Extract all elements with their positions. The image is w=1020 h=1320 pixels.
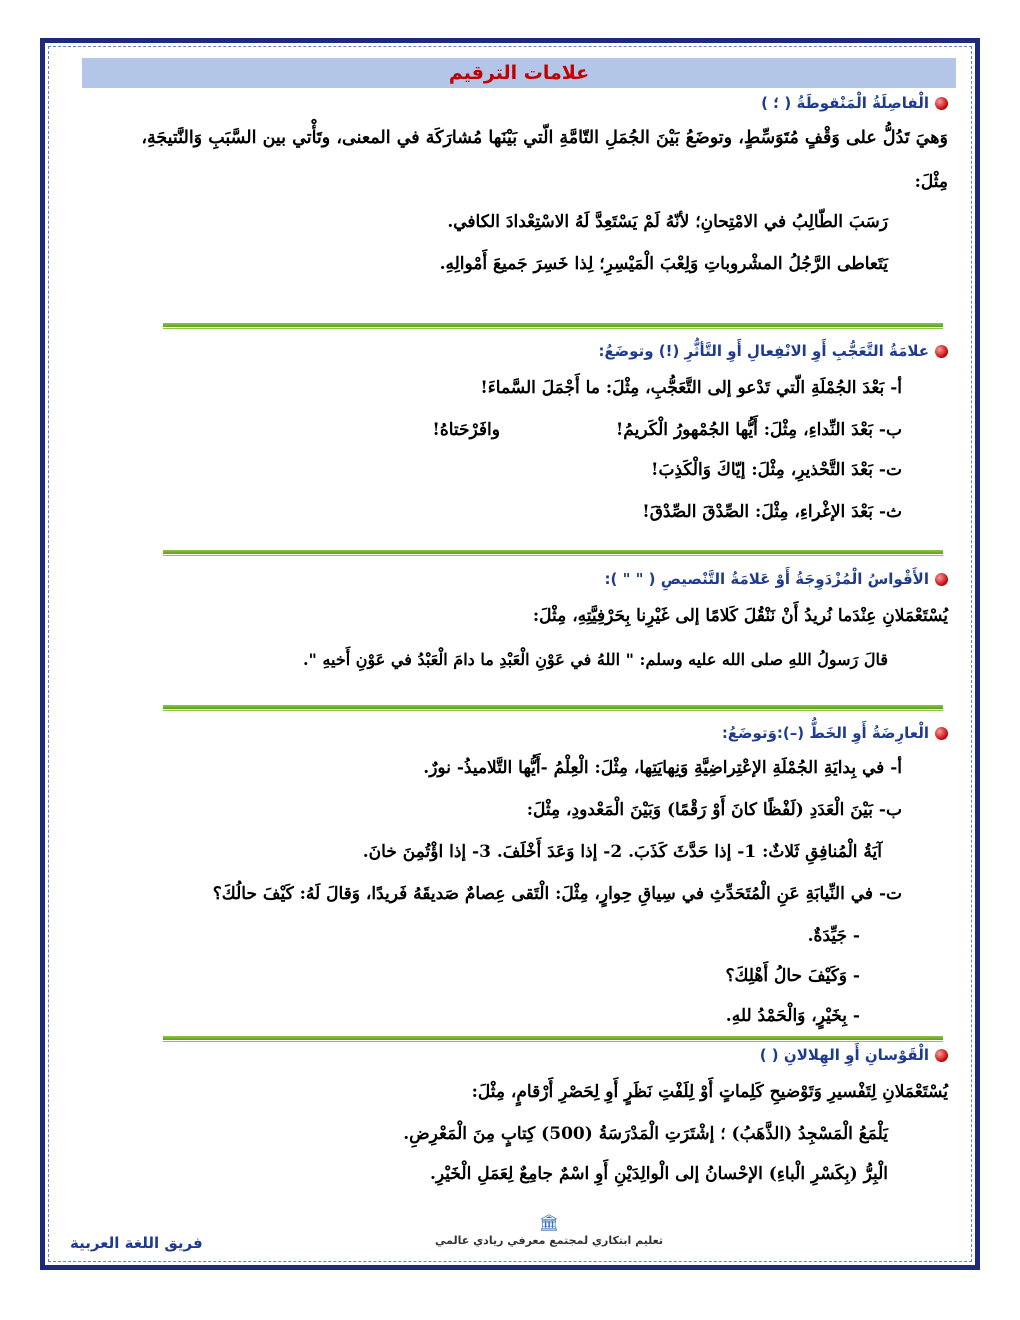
page-title: علامات الترقيم xyxy=(448,62,590,84)
list-item: ت- بَعْدَ التَّحْذيرِ، مِثْلَ: إيّاكَ وَالْكَذِبَ! xyxy=(651,460,902,480)
footer-team: فريق اللغة العربية xyxy=(70,1234,203,1252)
footer-slogan: تعليم ابتكاري لمجتمع معرفي ريادي عالمي xyxy=(434,1234,664,1247)
footer-logo xyxy=(424,1212,674,1258)
heading-text: علامَةُ التَّعَجُّبِ أَوِ الانْفِعالِ أَوِ التَّأثُّرِ (!) وتوضَعُ: xyxy=(598,342,929,360)
paragraph: مِثْلَ: xyxy=(914,172,948,192)
section-heading-parentheses xyxy=(760,1046,948,1064)
paragraph: يُسْتَعْمَلانِ لِتَفْسيرِ وَتَوْضيحِ كَلِماتٍ أَوْ لِلَفْتِ نَظَرٍ أَوِ لِحَصْرِ أَرْقامٍ، مِثْلَ: xyxy=(471,1082,948,1102)
list-item: ب- بَعْدَ النِّداءِ، مِثْلَ: أَيُّها الجُمْهورُ الْكَريمُ! xyxy=(615,420,902,440)
example-line: يَتَعاطى الرَّجُلُ المشْروباتِ وَلِعْبَ الْمَيْسِرِ؛ لِذا خَسِرَ جَميعَ أَمْوالِهِ. xyxy=(439,254,888,274)
section-heading-semicolon xyxy=(761,94,948,112)
list-item: ث- بَعْدَ الإغْراءِ، مِثْلَ: الصِّدْقَ الصِّدْقَ! xyxy=(642,502,902,522)
dialogue-line: - بِخَيْرٍ، وَالْحَمْدُ للهِ. xyxy=(725,1006,860,1026)
list-item-extra: وافَرْحَتاهُ! xyxy=(432,420,500,440)
heading-text: الأَقْواسُ الْمُزْدَوِجَةُ أَوْ عَلامَةُ التَّنْصيصِ ( " " ): xyxy=(604,570,929,588)
example-line: قالَ رَسولُ اللهِ صلى الله عليه وسلم: " اللهُ في عَوْنِ الْعَبْدِ ما دامَ الْعَبْدُ في عَوْنِ أَخيهِ ". xyxy=(302,650,888,669)
section-heading-dash xyxy=(722,724,948,742)
paragraph: وَهيَ تَدُلُّ على وَقْفٍ مُتَوَسِّطٍ، وتوضَعُ بَيْنَ الجُمَلِ التّامَّةِ الّتي بَيْنَها مُشارَكَة في المعنى، وتَأْتي بين السَّبَبِ وَالنَّتيجَةِ، xyxy=(141,128,948,148)
section-divider xyxy=(163,323,943,327)
list-item: ب- بَيْنَ الْعَدَدِ (لَفْظًا كانَ أَوْ رَقْمًا) وَبَيْنَ الْمَعْدودِ، مِثْلَ: xyxy=(526,800,902,820)
heading-text: الْفاصِلَةُ الْمَنْقوطَةُ ( ؛ ) xyxy=(761,94,929,112)
bullet-icon xyxy=(935,97,948,110)
paragraph: يُسْتَعْمَلانِ عِنْدَما نُريدُ أَنْ نَنْقُلَ كَلامًا إلى غَيْرِنا بِحَرْفِيَّتِهِ، مِثْلَ: xyxy=(532,606,948,626)
section-divider xyxy=(163,550,943,554)
example-line: يَلْمَعُ الْمَسْجِدُ (الذَّهَبُ) ؛ إشْتَرَتِ الْمَدْرَسَةُ (500) كِتابٍ مِنَ الْمَعْرِضِ. xyxy=(403,1124,888,1144)
list-item: أ- بَعْدَ الجُمْلَةِ الّتي تَدْعو إلى التَّعَجُّبِ، مِثْلَ: ما أَجْمَلَ السَّماءَ! xyxy=(480,378,902,398)
bullet-icon xyxy=(935,573,948,586)
bullet-icon xyxy=(935,727,948,740)
list-item: ت- في النِّيابَةِ عَنِ الْمُتَحَدِّثِ في سِياقِ حِوارٍ، مِثْلَ: الْتَقى عِصامٌ صَديقَهُ فَريدًا، وَقالَ لَهُ: كَيْفَ حالُكَ؟ xyxy=(212,884,902,904)
example-line: الْبِرُّ (بِكَسْرِ الْباءِ) الإحْسانُ إلى الْوالِدَيْنِ أَوِ اسْمٌ جامِعٌ لِعَمَلِ الْخَيْرِ. xyxy=(429,1164,888,1184)
section-divider xyxy=(163,1036,943,1040)
list-item: أ- في بِدايَةِ الجُمْلَةِ الإعْتِراضِيَّةِ وَنِهايَتِها، مِثْلَ: الْعِلْمُ -أَيُّها التَّلاميذُ- نورٌ. xyxy=(423,758,902,778)
logo-icon: 🏛 xyxy=(538,1213,560,1232)
bullet-icon xyxy=(935,345,948,358)
section-heading-quotes xyxy=(605,570,948,588)
heading-text: الْقَوْسانِ أَوِ الهِلالانِ ( ) xyxy=(759,1046,929,1064)
example-line: آيَةُ الْمُنافِقِ ثَلاثٌ: 1- إذا حَدَّثَ كَذَبَ. 2- إذا وَعَدَ أَخْلَفَ. 3- إذا اؤْتُمِنَ خانَ. xyxy=(362,842,882,862)
heading-text: الْعارِضَةُ أَوِ الخَطُّ (–):وَتوضَعُ: xyxy=(721,724,929,742)
example-line: رَسَبَ الطّالِبُ في الامْتِحانِ؛ لأنّهُ لَمْ يَسْتَعِدَّ لَهُ الاسْتِعْدادَ الكافي. xyxy=(447,212,888,232)
dialogue-line: - جَيِّدَةٌ. xyxy=(807,926,860,946)
section-divider xyxy=(163,705,943,709)
section-heading-exclamation xyxy=(598,342,948,360)
dialogue-line: - وَكَيْفَ حالُ أَهْلِكَ؟ xyxy=(725,966,860,986)
bullet-icon xyxy=(935,1049,948,1062)
